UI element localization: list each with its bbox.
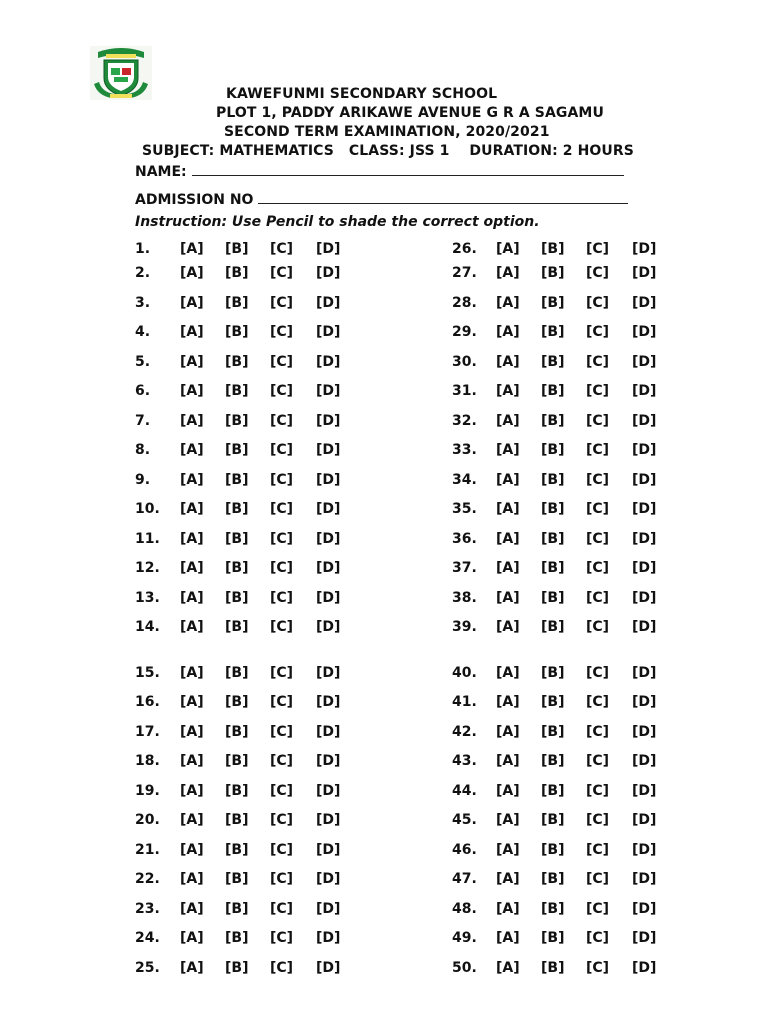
- option-b[interactable]: [B]: [541, 783, 565, 799]
- option-c[interactable]: [C]: [270, 753, 294, 769]
- option-b[interactable]: [B]: [541, 295, 565, 311]
- option-c[interactable]: [C]: [270, 619, 294, 635]
- option-a[interactable]: [A]: [496, 354, 520, 370]
- option-d[interactable]: [D]: [632, 842, 657, 858]
- option-d[interactable]: [D]: [632, 501, 657, 517]
- option-d[interactable]: [D]: [632, 871, 657, 887]
- option-d[interactable]: [D]: [316, 753, 341, 769]
- option-c[interactable]: [C]: [270, 665, 294, 681]
- option-d[interactable]: [D]: [632, 442, 657, 458]
- option-a[interactable]: [A]: [496, 812, 520, 828]
- option-c[interactable]: [C]: [586, 560, 610, 576]
- option-c[interactable]: [C]: [270, 930, 294, 946]
- option-b[interactable]: [B]: [541, 812, 565, 828]
- option-b[interactable]: [B]: [541, 694, 565, 710]
- option-d[interactable]: [D]: [316, 265, 341, 281]
- option-b[interactable]: [B]: [541, 241, 565, 257]
- option-b[interactable]: [B]: [541, 930, 565, 946]
- option-a[interactable]: [A]: [496, 694, 520, 710]
- school-crest-icon: [90, 46, 152, 100]
- question-number: 5.: [135, 354, 151, 370]
- question-number: 1.: [135, 241, 151, 257]
- admission-line[interactable]: [258, 190, 628, 204]
- option-c[interactable]: [C]: [270, 442, 294, 458]
- question-number: 31.: [452, 383, 477, 399]
- option-a[interactable]: [A]: [180, 531, 204, 547]
- question-number: 6.: [135, 383, 151, 399]
- option-a[interactable]: [A]: [496, 930, 520, 946]
- question-number: 27.: [452, 265, 477, 281]
- option-c[interactable]: [C]: [586, 501, 610, 517]
- option-a[interactable]: [A]: [180, 665, 204, 681]
- option-c[interactable]: [C]: [586, 295, 610, 311]
- option-d[interactable]: [D]: [632, 694, 657, 710]
- option-c[interactable]: [C]: [586, 694, 610, 710]
- question-number: 35.: [452, 501, 477, 517]
- option-c[interactable]: [C]: [586, 960, 610, 976]
- question-number: 37.: [452, 560, 477, 576]
- option-c[interactable]: [C]: [270, 560, 294, 576]
- option-d[interactable]: [D]: [632, 265, 657, 281]
- option-a[interactable]: [A]: [496, 842, 520, 858]
- option-a[interactable]: [A]: [496, 295, 520, 311]
- option-b[interactable]: [B]: [541, 871, 565, 887]
- question-number: 38.: [452, 590, 477, 606]
- name-field[interactable]: [135, 162, 624, 180]
- question-number: 13.: [135, 590, 160, 606]
- option-c[interactable]: [C]: [270, 590, 294, 606]
- question-number: 11.: [135, 531, 160, 547]
- question-number: 8.: [135, 442, 151, 458]
- option-c[interactable]: [C]: [270, 241, 294, 257]
- admission-label: ADMISSION NO: [135, 192, 254, 208]
- option-c[interactable]: [C]: [270, 295, 294, 311]
- option-b[interactable]: [B]: [541, 753, 565, 769]
- option-c[interactable]: [C]: [270, 413, 294, 429]
- option-c[interactable]: [C]: [586, 724, 610, 740]
- question-number: 29.: [452, 324, 477, 340]
- option-d[interactable]: [D]: [632, 724, 657, 740]
- option-d[interactable]: [D]: [632, 812, 657, 828]
- option-b[interactable]: [B]: [225, 871, 249, 887]
- exam-title: SECOND TERM EXAMINATION, 2020/2021: [224, 124, 550, 140]
- option-c[interactable]: [C]: [270, 694, 294, 710]
- option-c[interactable]: [C]: [270, 871, 294, 887]
- option-b[interactable]: [B]: [541, 472, 565, 488]
- option-a[interactable]: [A]: [180, 901, 204, 917]
- option-b[interactable]: [B]: [225, 590, 249, 606]
- option-b[interactable]: [B]: [225, 901, 249, 917]
- option-a[interactable]: [A]: [180, 265, 204, 281]
- question-number: 20.: [135, 812, 160, 828]
- option-c[interactable]: [C]: [586, 324, 610, 340]
- option-d[interactable]: [D]: [632, 783, 657, 799]
- option-d[interactable]: [D]: [632, 472, 657, 488]
- option-b[interactable]: [B]: [225, 442, 249, 458]
- option-c[interactable]: [C]: [586, 812, 610, 828]
- option-a[interactable]: [A]: [180, 442, 204, 458]
- question-number: 45.: [452, 812, 477, 828]
- option-c[interactable]: [C]: [586, 783, 610, 799]
- option-d[interactable]: [D]: [632, 753, 657, 769]
- option-b[interactable]: [B]: [225, 724, 249, 740]
- question-number: 16.: [135, 694, 160, 710]
- option-a[interactable]: [A]: [496, 590, 520, 606]
- option-b[interactable]: [B]: [225, 241, 249, 257]
- option-c[interactable]: [C]: [270, 960, 294, 976]
- option-b[interactable]: [B]: [225, 753, 249, 769]
- option-a[interactable]: [A]: [180, 753, 204, 769]
- option-b[interactable]: [B]: [225, 531, 249, 547]
- option-b[interactable]: [B]: [541, 619, 565, 635]
- option-b[interactable]: [B]: [225, 265, 249, 281]
- option-d[interactable]: [D]: [632, 413, 657, 429]
- option-b[interactable]: [B]: [541, 265, 565, 281]
- option-d[interactable]: [D]: [632, 930, 657, 946]
- option-d[interactable]: [D]: [316, 472, 341, 488]
- option-a[interactable]: [A]: [496, 265, 520, 281]
- option-d[interactable]: [D]: [316, 619, 341, 635]
- option-b[interactable]: [B]: [225, 383, 249, 399]
- question-number: 46.: [452, 842, 477, 858]
- option-a[interactable]: [A]: [180, 560, 204, 576]
- option-a[interactable]: [A]: [180, 842, 204, 858]
- option-d[interactable]: [D]: [316, 842, 341, 858]
- option-a[interactable]: [A]: [496, 501, 520, 517]
- option-b[interactable]: [B]: [225, 560, 249, 576]
- name-label: NAME:: [135, 164, 187, 180]
- option-b[interactable]: [B]: [541, 442, 565, 458]
- option-a[interactable]: [A]: [180, 354, 204, 370]
- option-d[interactable]: [D]: [316, 694, 341, 710]
- option-a[interactable]: [A]: [496, 531, 520, 547]
- option-a[interactable]: [A]: [496, 241, 520, 257]
- option-a[interactable]: [A]: [496, 560, 520, 576]
- option-a[interactable]: [A]: [496, 901, 520, 917]
- option-b[interactable]: [B]: [541, 724, 565, 740]
- question-number: 9.: [135, 472, 151, 488]
- option-a[interactable]: [A]: [180, 724, 204, 740]
- option-c[interactable]: [C]: [270, 901, 294, 917]
- option-a[interactable]: [A]: [180, 871, 204, 887]
- school-address: PLOT 1, PADDY ARIKAWE AVENUE G R A SAGAMU: [216, 105, 604, 121]
- option-d[interactable]: [D]: [316, 590, 341, 606]
- question-number: 18.: [135, 753, 160, 769]
- question-number: 23.: [135, 901, 160, 917]
- option-c[interactable]: [C]: [270, 265, 294, 281]
- option-c[interactable]: [C]: [586, 901, 610, 917]
- option-c[interactable]: [C]: [586, 442, 610, 458]
- option-d[interactable]: [D]: [316, 930, 341, 946]
- option-b[interactable]: [B]: [225, 324, 249, 340]
- name-line[interactable]: [192, 162, 624, 176]
- school-name: KAWEFUNMI SECONDARY SCHOOL: [226, 86, 498, 102]
- option-d[interactable]: [D]: [316, 783, 341, 799]
- option-b[interactable]: [B]: [225, 619, 249, 635]
- option-c[interactable]: [C]: [586, 842, 610, 858]
- option-d[interactable]: [D]: [632, 354, 657, 370]
- option-c[interactable]: [C]: [270, 812, 294, 828]
- option-d[interactable]: [D]: [316, 812, 341, 828]
- question-number: 43.: [452, 753, 477, 769]
- question-number: 22.: [135, 871, 160, 887]
- option-b[interactable]: [B]: [225, 783, 249, 799]
- option-b[interactable]: [B]: [541, 560, 565, 576]
- option-c[interactable]: [C]: [586, 590, 610, 606]
- option-c[interactable]: [C]: [586, 665, 610, 681]
- question-number: 47.: [452, 871, 477, 887]
- question-number: 15.: [135, 665, 160, 681]
- option-c[interactable]: [C]: [270, 531, 294, 547]
- option-d[interactable]: [D]: [316, 442, 341, 458]
- option-a[interactable]: [A]: [496, 383, 520, 399]
- question-number: 7.: [135, 413, 151, 429]
- option-a[interactable]: [A]: [180, 413, 204, 429]
- option-c[interactable]: [C]: [586, 531, 610, 547]
- question-number: 34.: [452, 472, 477, 488]
- option-b[interactable]: [B]: [225, 295, 249, 311]
- option-d[interactable]: [D]: [632, 295, 657, 311]
- option-c[interactable]: [C]: [270, 383, 294, 399]
- option-a[interactable]: [A]: [496, 724, 520, 740]
- option-a[interactable]: [A]: [180, 619, 204, 635]
- option-c[interactable]: [C]: [586, 354, 610, 370]
- option-d[interactable]: [D]: [316, 560, 341, 576]
- option-b[interactable]: [B]: [225, 413, 249, 429]
- option-d[interactable]: [D]: [316, 665, 341, 681]
- option-d[interactable]: [D]: [316, 871, 341, 887]
- question-number: 4.: [135, 324, 151, 340]
- question-number: 12.: [135, 560, 160, 576]
- option-a[interactable]: [A]: [180, 590, 204, 606]
- option-a[interactable]: [A]: [496, 324, 520, 340]
- option-d[interactable]: [D]: [632, 590, 657, 606]
- option-a[interactable]: [A]: [180, 930, 204, 946]
- option-b[interactable]: [B]: [225, 842, 249, 858]
- option-c[interactable]: [C]: [586, 619, 610, 635]
- option-d[interactable]: [D]: [316, 960, 341, 976]
- option-a[interactable]: [A]: [180, 295, 204, 311]
- question-number: 21.: [135, 842, 160, 858]
- option-a[interactable]: [A]: [180, 960, 204, 976]
- option-c[interactable]: [C]: [270, 724, 294, 740]
- option-d[interactable]: [D]: [316, 724, 341, 740]
- question-number: 36.: [452, 531, 477, 547]
- option-c[interactable]: [C]: [270, 783, 294, 799]
- option-c[interactable]: [C]: [586, 241, 610, 257]
- option-a[interactable]: [A]: [496, 871, 520, 887]
- option-b[interactable]: [B]: [225, 665, 249, 681]
- option-b[interactable]: [B]: [541, 842, 565, 858]
- question-number: 17.: [135, 724, 160, 740]
- option-b[interactable]: [B]: [541, 901, 565, 917]
- option-d[interactable]: [D]: [316, 413, 341, 429]
- question-number: 25.: [135, 960, 160, 976]
- option-b[interactable]: [B]: [541, 324, 565, 340]
- question-number: 19.: [135, 783, 160, 799]
- question-number: 41.: [452, 694, 477, 710]
- option-d[interactable]: [D]: [632, 531, 657, 547]
- question-number: 28.: [452, 295, 477, 311]
- question-number: 48.: [452, 901, 477, 917]
- question-number: 10.: [135, 501, 160, 517]
- option-c[interactable]: [C]: [586, 871, 610, 887]
- option-b[interactable]: [B]: [541, 665, 565, 681]
- option-d[interactable]: [D]: [316, 324, 341, 340]
- option-d[interactable]: [D]: [632, 619, 657, 635]
- option-c[interactable]: [C]: [586, 413, 610, 429]
- question-number: 50.: [452, 960, 477, 976]
- option-a[interactable]: [A]: [496, 619, 520, 635]
- option-b[interactable]: [B]: [541, 413, 565, 429]
- option-a[interactable]: [A]: [180, 501, 204, 517]
- question-number: 30.: [452, 354, 477, 370]
- option-a[interactable]: [A]: [496, 665, 520, 681]
- question-number: 49.: [452, 930, 477, 946]
- option-a[interactable]: [A]: [496, 753, 520, 769]
- option-d[interactable]: [D]: [632, 324, 657, 340]
- option-c[interactable]: [C]: [586, 753, 610, 769]
- question-number: 14.: [135, 619, 160, 635]
- exam-details: SUBJECT: MATHEMATICS CLASS: JSS 1 DURATION: 2 HOURS: [142, 143, 634, 159]
- option-b[interactable]: [B]: [541, 960, 565, 976]
- option-c[interactable]: [C]: [586, 472, 610, 488]
- option-a[interactable]: [A]: [496, 442, 520, 458]
- question-number: 39.: [452, 619, 477, 635]
- option-d[interactable]: [D]: [316, 531, 341, 547]
- question-number: 26.: [452, 241, 477, 257]
- option-a[interactable]: [A]: [496, 472, 520, 488]
- option-a[interactable]: [A]: [496, 783, 520, 799]
- option-d[interactable]: [D]: [316, 501, 341, 517]
- option-c[interactable]: [C]: [270, 354, 294, 370]
- option-b[interactable]: [B]: [225, 354, 249, 370]
- option-b[interactable]: [B]: [225, 501, 249, 517]
- option-a[interactable]: [A]: [496, 960, 520, 976]
- option-b[interactable]: [B]: [225, 930, 249, 946]
- option-a[interactable]: [A]: [180, 694, 204, 710]
- option-d[interactable]: [D]: [632, 960, 657, 976]
- option-b[interactable]: [B]: [225, 694, 249, 710]
- option-b[interactable]: [B]: [225, 472, 249, 488]
- option-d[interactable]: [D]: [316, 901, 341, 917]
- instruction-text: Instruction: Use Pencil to shade the correct option.: [135, 214, 540, 230]
- question-number: 33.: [452, 442, 477, 458]
- question-number: 32.: [452, 413, 477, 429]
- question-number: 2.: [135, 265, 151, 281]
- admission-field[interactable]: [135, 190, 628, 208]
- option-d[interactable]: [D]: [632, 560, 657, 576]
- option-c[interactable]: [C]: [586, 265, 610, 281]
- question-number: 3.: [135, 295, 151, 311]
- option-a[interactable]: [A]: [180, 472, 204, 488]
- option-c[interactable]: [C]: [270, 472, 294, 488]
- option-d[interactable]: [D]: [316, 295, 341, 311]
- question-number: 24.: [135, 930, 160, 946]
- option-d[interactable]: [D]: [632, 665, 657, 681]
- option-a[interactable]: [A]: [180, 783, 204, 799]
- question-number: 42.: [452, 724, 477, 740]
- option-a[interactable]: [A]: [496, 413, 520, 429]
- option-a[interactable]: [A]: [180, 812, 204, 828]
- option-c[interactable]: [C]: [586, 930, 610, 946]
- option-b[interactable]: [B]: [541, 354, 565, 370]
- option-b[interactable]: [B]: [541, 501, 565, 517]
- option-b[interactable]: [B]: [541, 531, 565, 547]
- option-d[interactable]: [D]: [316, 354, 341, 370]
- option-d[interactable]: [D]: [632, 901, 657, 917]
- option-d[interactable]: [D]: [316, 241, 341, 257]
- option-d[interactable]: [D]: [632, 241, 657, 257]
- option-d[interactable]: [D]: [316, 383, 341, 399]
- option-b[interactable]: [B]: [541, 590, 565, 606]
- option-c[interactable]: [C]: [586, 383, 610, 399]
- option-b[interactable]: [B]: [225, 960, 249, 976]
- option-c[interactable]: [C]: [270, 501, 294, 517]
- option-d[interactable]: [D]: [632, 383, 657, 399]
- question-number: 40.: [452, 665, 477, 681]
- option-c[interactable]: [C]: [270, 324, 294, 340]
- option-c[interactable]: [C]: [270, 842, 294, 858]
- option-a[interactable]: [A]: [180, 324, 204, 340]
- option-a[interactable]: [A]: [180, 383, 204, 399]
- option-b[interactable]: [B]: [225, 812, 249, 828]
- option-b[interactable]: [B]: [541, 383, 565, 399]
- question-number: 44.: [452, 783, 477, 799]
- option-a[interactable]: [A]: [180, 241, 204, 257]
